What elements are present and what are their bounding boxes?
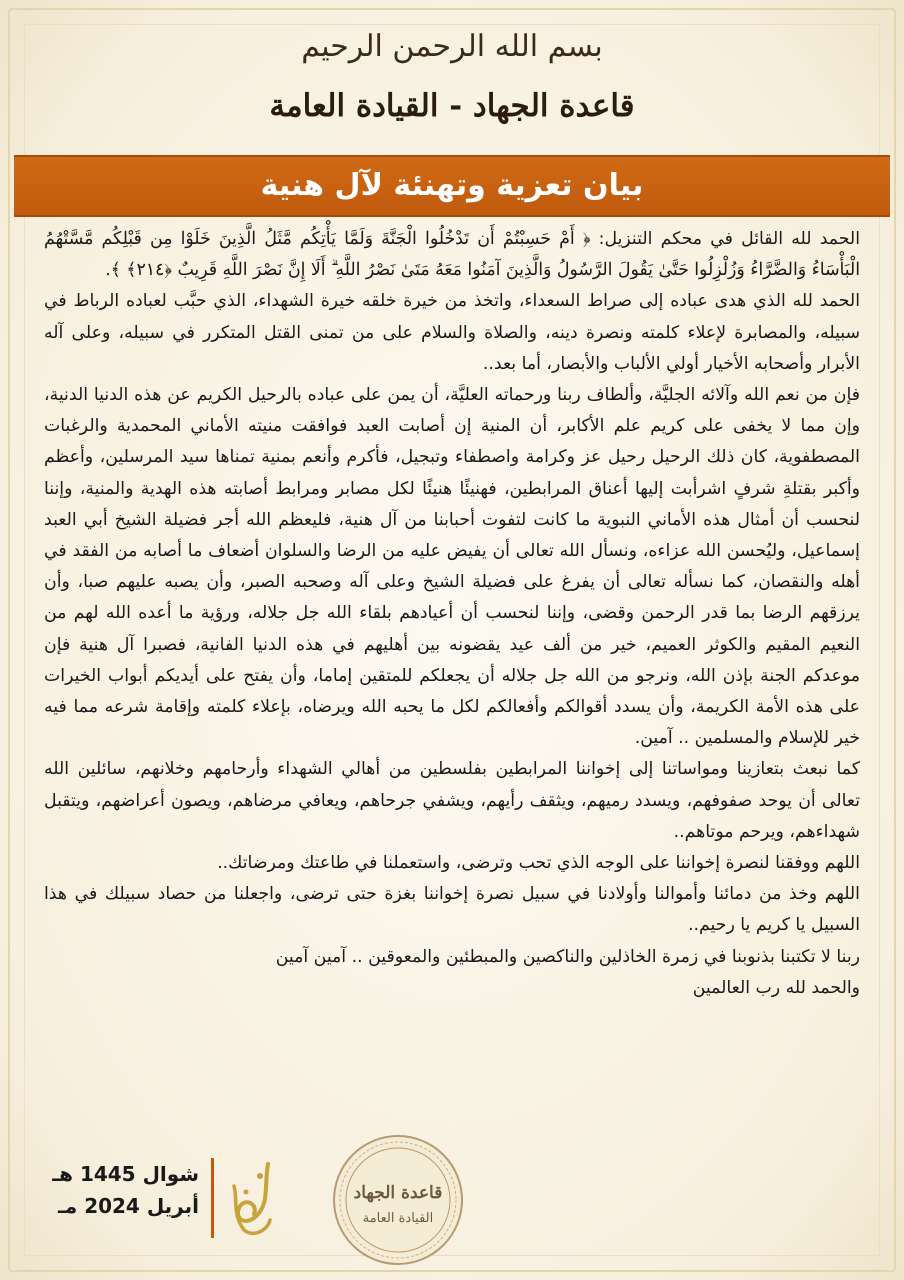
statement-title: بيان تعزية وتهنئة لآل هنية	[260, 168, 644, 203]
seal-text-top: قاعدة الجهاد	[353, 1183, 443, 1203]
paragraph: اللهم ووفقنا لنصرة إخواننا على الوجه الذي تحب وترضى، واستعملنا في طاعتك ومرضاتك..	[217, 853, 860, 874]
seal-text-bottom: القيادة العامة	[362, 1211, 434, 1226]
title-band	[14, 155, 890, 217]
footer	[0, 1120, 904, 1270]
statement-body	[44, 224, 860, 1069]
organization-name: قاعدة الجهاد - القيادة العامة	[269, 88, 635, 124]
date-block	[52, 1158, 214, 1238]
paragraph-opening	[44, 224, 860, 286]
gregorian-date: أبريل 2024 مـ	[58, 1194, 199, 1218]
paragraph: اللهم وخذ من دمائنا وأموالنا وأولادنا في سبيل نصرة إخواننا بغزة حتى ترضى، واجعلنا من حصاد سبيلك في هذا السبيل يا كريم يا رحيم..	[44, 884, 860, 936]
paragraph: فإن من نعم الله وآلائه الجليَّة، وألطاف ربنا ورحماته العليَّة، أن يمن على عباده بالرحيل الكريم عن هذه الدنيا الدنية، وإن مما لا يخفى على كريم علم الأكابر، أن المنية إن أصابت العبد فوافقت منيته الأماني المحمدية والرغبات المصطفوية، كان ذلك الرحيل رحيل عز وكرامة واصطفاء وتبجيل، فأكرم وأنعم بمنية تمناها سيد المرسلين، وأعظم وأكبر بقتلةِ شرفٍ اشرأبت إليها أعناق المرابطين، فهنيئًا هنيئًا لكل مصابر ومرابط أصابته هذه الهدية والمنية، وإننا لنحسب أن أمثال هذه الأماني النبوية ما كانت لتفوت أحبابنا من آل هنية، فليعظم الله أجر فضيلة الشيخ أبي العبد إسماعيل، وليُحسن الله عزاءه، ونسأل الله تعالى أن يفيض عليه من الرضا والسلوان أضعاف ما أصابه من الفقد في أهله والنقصان، كما نسأله تعالى أن يفرغ على فضيلة الشيخ وعلى آله وصحبه الصبر، وأن يصبه عليهم صبا، وأن يرزقهم الرضا بما قدر الرحمن وقضى، وإننا لنحسب أن أعيادهم بلقاء الله جل جلاله، ورؤية ما أعده الله لهم من النعيم المقيم والكوثر العميم، خير من ألف عيد يقضونه بين أهليهم في هذه الدنيا الفانية، فصبرا آل هنية فإن موعدكم الجنة بإذن الله، ونرجو من الله جل جلاله أن يجعلكم للمتقين إماما، وأن يفتح على أيديكم أبواب الخيرات على هذه الأمة الكريمة، وأن يسدد أقوالكم وأفعالكم لكل ما يحبه الله ويرضاه، بإعلاء كلمته وإقامة شرعه مما فيه خير للإسلام والمسلمين .. آمين.	[44, 385, 860, 749]
paragraph-closing: والحمد لله رب العالمين	[692, 977, 860, 998]
basmala: بسم الله الرحمن الرحيم	[301, 29, 603, 64]
organization-seal	[330, 1132, 466, 1268]
header	[0, 22, 904, 150]
opening-intro: الحمد لله القائل في محكم التنزيل:	[590, 229, 860, 249]
paragraph: كما نبعث بتعازينا ومواساتنا إلى إخواننا المرابطين بفلسطين من أهالي الشهداء وأرحامهم وخلانهم، سائلين الله تعالى أن يوحد صفوفهم، ويسدد رميهم، ويثقف رأيهم، ويشفي جرحاهم، ويعافي مرضاهم، ويصون أعراضهم، ويتقبل شهداءهم، ويرحم موتاهم..	[44, 759, 860, 842]
paragraph: ربنا لا تكتبنا بذنوبنا في زمرة الخاذلين والناكصين والمبطئين والمعوقين .. آمين آمين	[275, 946, 860, 967]
paragraph: الحمد لله الذي هدى عباده إلى صراط السعداء، واتخذ من خيرة خلقه خيرة الشهداء، الذي حبَّب لعباده الرباط في سبيله، والمصابرة لإعلاء كلمته ونصرة دينه، والصلاة والسلام على من تمنى القتل المتكرر في سبيله، وعلى آله الأبرار وأصحابه الأخيار أولي الألباب والأبصار، أما بعد..	[44, 291, 860, 374]
quran-verse: ﴿ أَمْ حَسِبْتُمْ أَن تَدْخُلُوا الْجَنَّةَ وَلَمَّا يَأْتِكُم مَّثَلُ الَّذِينَ خَلَوْا مِن قَبْلِكُم مَّسَّتْهُمُ الْبَأْسَاءُ وَالضَّرَّاءُ وَزُلْزِلُوا حَتَّىٰ يَقُولَ الرَّسُولُ وَالَّذِينَ آمَنُوا مَعَهُ مَتَىٰ نَصْرُ اللَّهِ ۗ أَلَا إِنَّ نَصْرَ اللَّهِ قَرِيبٌ ﴿٢١٤﴾ ﴾.	[44, 229, 860, 281]
hijri-date: شوال 1445 هـ	[52, 1162, 199, 1186]
calligraphy-monogram-icon	[224, 1156, 280, 1240]
